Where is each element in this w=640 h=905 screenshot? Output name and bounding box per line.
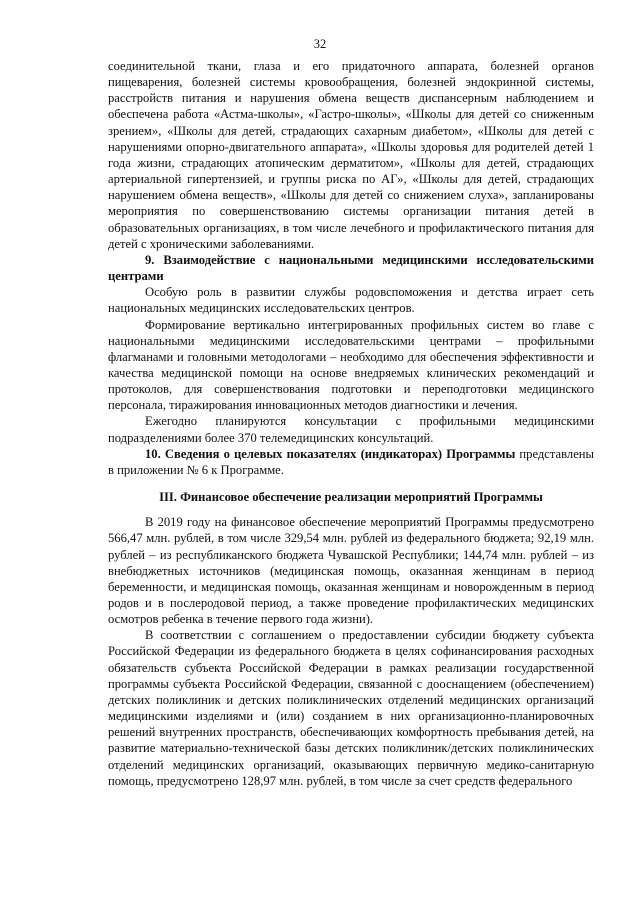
section-title-financing: III. Финансовое обеспечение реализации мероприятий Программы (159, 490, 543, 505)
page-number: 32 (313, 37, 327, 51)
paragraph-vertical-systems: Формирование вертикально интегрированных профильных систем во главе с национальными медицинскими исследовательскими центрами – профильными флагманами и головными методологами – необходимо для обеспечения эффективности и качества медицинской помощи на основе внедряемых клинических рекомендаций и протоколов, для совершенствования подготовки и переподготовки медицинского персонала, тиражирования инновационных методов диагностики и лечения. (108, 317, 594, 413)
paragraph-consultations: Ежегодно планируются консультации с профильными медицинскими подразделениями более 370 телемедицинских консультаций. (108, 414, 594, 445)
paragraph-network-role: Особую роль в развитии службы родовспоможения и детства играет сеть национальных медицинских исследовательских центров. (108, 285, 594, 316)
heading-section-9: 9. Взаимодействие с национальными медицинскими исследовательскими центрами (108, 252, 594, 284)
heading-section-10: 10. Сведения о целевых показателях (индикаторах) Программы (145, 446, 516, 461)
section-10-text: представлены в приложении № 6 к Программе. (108, 446, 594, 477)
document-body (108, 58, 594, 789)
paragraph-schools: соединительной ткани, глаза и его придаточного аппарата, болезней органов пищеварения, болезней системы кровообращения, болезней эндокринной системы, расстройств питания и нарушения обмена веществ диспансерным наблюдением и обеспечена работа «Астма-школы», «Гастро-школы», «Школы для детей со сниженным зрением», «Школы для детей, страдающих сахарным диабетом», «Школы для детей с нарушениями опорно-двигательного аппарата», «Школы здоровья для родителей детей 1 года жизни, страдающих атопическим дерматитом», «Школы для детей, страдающих артериальной гипертензией, и группы риска по АГ», «Школы для детей, страдающих нарушением обмена веществ», «Школы для детей со снижением слуха», запланированы мероприятия по совершенствованию системы организации питания детей в образовательных организациях, в том числе лечебного и профилактического питания для детей с хроническими заболеваниями. (108, 59, 594, 251)
paragraph-subsidy-agreement: В соответствии с соглашением о предоставлении субсидии бюджету субъекта Российской Федерации из федерального бюджета в целях софинансирования расходных обязательств субъекта Российской Федерации в рамках реализации государственной программы субъекта Российской Федерации, связанной с дооснащением (обеспечением) детских поликлиник и детских поликлинических отделений медицинских организаций медицинскими изделиями и (или) созданием в них организационно-планировочных решений внутренних пространств, обеспечивающих комфортность пребывания детей, на развитие материально-технической базы детских поликлиник/детских поликлинических отделений медицинских организаций, оказывающих первичную медико-санитарную помощь, предусмотрено 128,97 млн. рублей, в том числе за счет средств федерального (108, 628, 594, 788)
paragraph-section-10 (108, 446, 594, 478)
paragraph-funding-2019: В 2019 году на финансовое обеспечение мероприятий Программы предусмотрено 566,47 млн. рублей, в том числе 329,54 млн. рублей из федерального бюджета; 92,19 млн. рублей – из республиканского бюджета Чувашской Республики; 144,74 млн. рублей – из внебюджетных источников (медицинская помощь, оказанная женщинам в период беременности, и медицинская помощь, оказанная женщинам и новорожденным в период родов и в послеродовой период, а также проведение профилактических медицинских осмотров ребенка в течение первого года жизни). (108, 515, 594, 627)
